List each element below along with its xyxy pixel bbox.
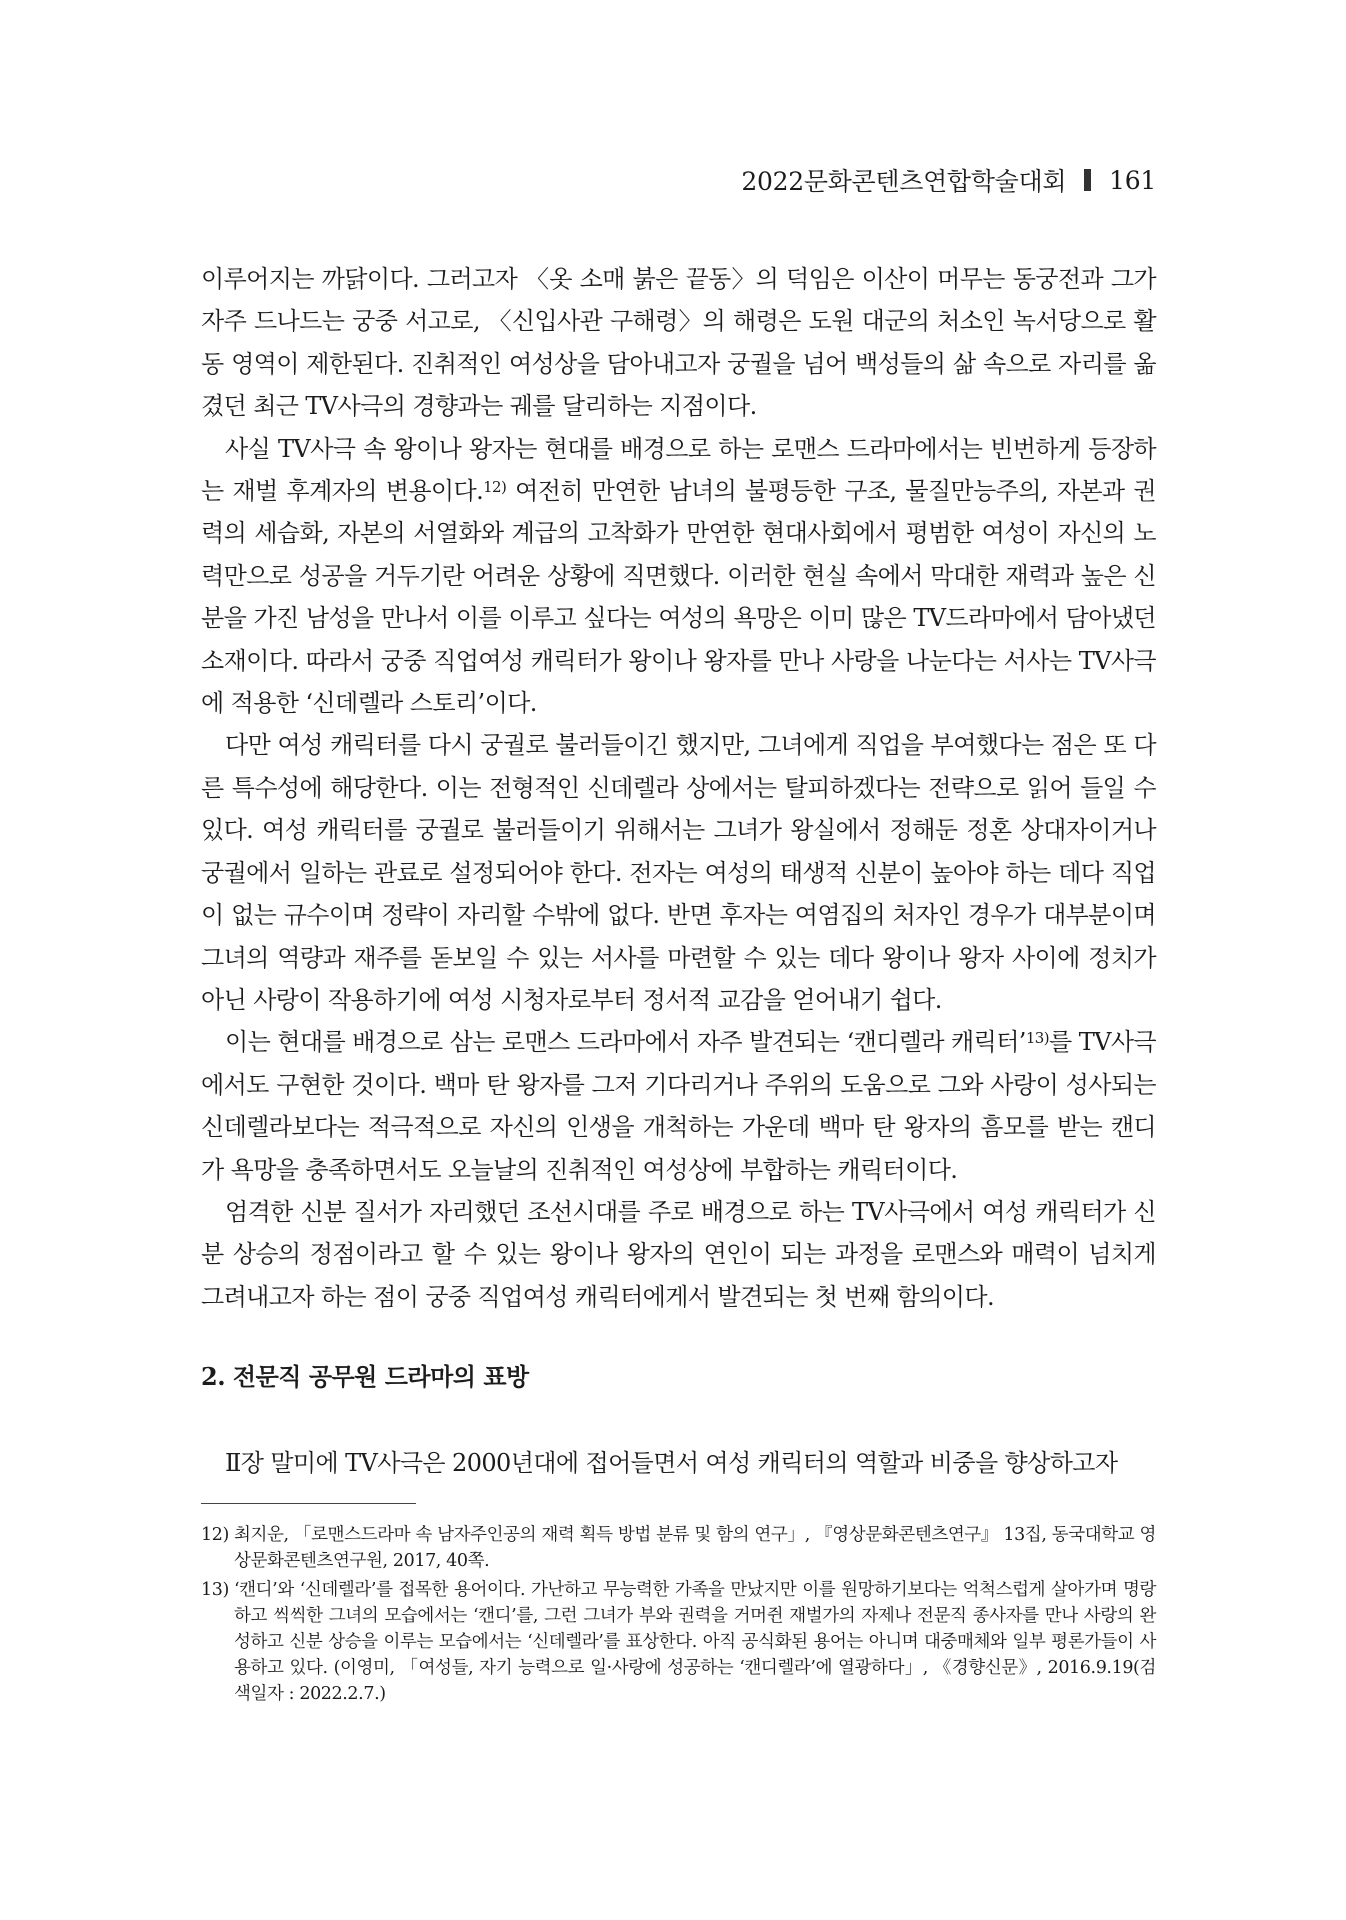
paragraph-5: 엄격한 신분 질서가 자리했던 조선시대를 주로 배경으로 하는 TV사극에서 여성 캐릭터가 신분 상승의 정점이라고 할 수 있는 왕이나 왕자의 연인이 되는 과정을 로맨스와 매력이 넘치게 그려내고자 하는 점이 궁중 직업여성 캐릭터에게서 발견되는 첫 번째 함의이다. xyxy=(201,1197,1156,1311)
footnote-text: ‘캔디’와 ‘신데렐라’를 접목한 용어이다. 가난하고 무능력한 가족을 만났지만 이를 원망하기보다는 억척스럽게 살아가며 명랑하고 씩씩한 그녀의 모습에서는 ‘캔디’를, 그런 그녀가 부와 권력을 거머쥔 재벌가의 자제나 전문직 종사자를 만나 사랑의 완성하고 신분 상승을 이루는 모습에서는 ‘신데렐라’를 표상한다. 아직 공식화된 용어는 아니며 대중매체와 일부 평론가들이 사용하고 있다. (이영미, 「여성들, 자기 능력으로 일·사랑에 성공하는 ‘캔디렐라’에 열광하다」, 《경향신문》, 2016.9.19(검색일자 : 2022.2.7.) xyxy=(234,1579,1156,1704)
conference-title: 2022문화콘텐츠연합학술대회 xyxy=(741,167,1067,196)
header-divider xyxy=(1084,169,1091,191)
page-number: 161 xyxy=(1109,165,1156,195)
page-body xyxy=(201,258,1156,1710)
footnote-number: 13) xyxy=(201,1579,229,1600)
footnote-12 xyxy=(201,1522,1156,1574)
footnote-13 xyxy=(201,1577,1156,1707)
footnote-text: 최지운, 「로맨스드라마 속 남자주인공의 재력 획득 방법 분류 및 함의 연구」, 『영상문화콘텐츠연구』 13집, 동국대학교 영상문화콘텐츠연구원, 2017, 40쪽. xyxy=(234,1524,1156,1571)
footnote-rule xyxy=(201,1503,416,1504)
footnotes xyxy=(201,1522,1156,1707)
footnote-ref-12[interactable]: 12) xyxy=(483,478,507,497)
paragraph-2-text-after: 여전히 만연한 남녀의 불평등한 구조, 물질만능주의, 자본과 권력의 세습화, 자본의 서열화와 계급의 고착화가 만연한 현대사회에서 평범한 여성이 자신의 노력만으로 성공을 거두기란 어려운 상황에 직면했다. 이러한 현실 속에서 막대한 재력과 높은 신분을 가진 남성을 만나서 이를 이루고 싶다는 여성의 욕망은 이미 많은 TV드라마에서 담아냈던 소재이다. 따라서 궁중 직업여성 캐릭터가 왕이나 왕자를 만나 사랑을 나눈다는 서사는 TV사극에 적용한 ‘신데렐라 스토리’이다. xyxy=(201,477,1156,718)
section-first-paragraph: Ⅱ장 말미에 TV사극은 2000년대에 접어들면서 여성 캐릭터의 역할과 비중을 향상하고자 xyxy=(225,1449,1118,1478)
paragraph-2-text-before: 사실 TV사극 속 왕이나 왕자는 현대를 배경으로 하는 로맨스 드라마에서는 빈번하게 등장하는 재벌 후계자의 변용이다. xyxy=(201,434,1156,506)
paragraph-4-text-before: 이는 현대를 배경으로 삼는 로맨스 드라마에서 자주 발견되는 ‘캔디렐라 캐릭터’ xyxy=(225,1028,1026,1057)
paragraph-2 xyxy=(201,428,1156,725)
footnote-number: 12) xyxy=(201,1524,229,1545)
paragraph-3: 다만 여성 캐릭터를 다시 궁궐로 불러들이긴 했지만, 그녀에게 직업을 부여했다는 점은 또 다른 특수성에 해당한다. 이는 전형적인 신데렐라 상에서는 탈피하겠다는 전략으로 읽어 들일 수 있다. 여성 캐릭터를 궁궐로 불러들이기 위해서는 그녀가 왕실에서 정해둔 정혼 상대자이거나 궁궐에서 일하는 관료로 설정되어야 한다. 전자는 여성의 태생적 신분이 높아야 하는 데다 직업이 없는 규수이며 정략이 자리할 수밖에 없다. 반면 후자는 여염집의 처자인 경우가 대부분이며 그녀의 역량과 재주를 돋보일 수 있는 서사를 마련할 수 있는 데다 왕이나 왕자 사이에 정치가 아닌 사랑이 작용하기에 여성 시청자로부터 정서적 교감을 얻어내기 쉽다. xyxy=(201,731,1156,1014)
running-header xyxy=(741,162,1156,198)
paragraph-1: 이루어지는 까닭이다. 그러고자 〈옷 소매 붉은 끝동〉의 덕임은 이산이 머무는 동궁전과 그가 자주 드나드는 궁중 서고로, 〈신입사관 구해령〉의 해령은 도원 대군의 처소인 녹서당으로 활동 영역이 제한된다. 진취적인 여성상을 담아내고자 궁궐을 넘어 백성들의 삶 속으로 자리를 옮겼던 최근 TV사극의 경향과는 궤를 달리하는 지점이다. xyxy=(201,265,1156,421)
footnote-ref-13[interactable]: 13) xyxy=(1025,1029,1049,1048)
paragraph-4 xyxy=(201,1021,1156,1191)
paragraph-4-text-after: 를 TV사극에서도 구현한 것이다. 백마 탄 왕자를 그저 기다리거나 주위의 도움으로 그와 사랑이 성사되는 신데렐라보다는 적극적으로 자신의 인생을 개척하는 가운데 백마 탄 왕자의 흠모를 받는 캔디가 욕망을 충족하면서도 오늘날의 진취적인 여성상에 부합하는 캐릭터이다. xyxy=(201,1028,1156,1184)
section-heading: 2. 전문직 공무원 드라마의 표방 xyxy=(201,1362,529,1392)
